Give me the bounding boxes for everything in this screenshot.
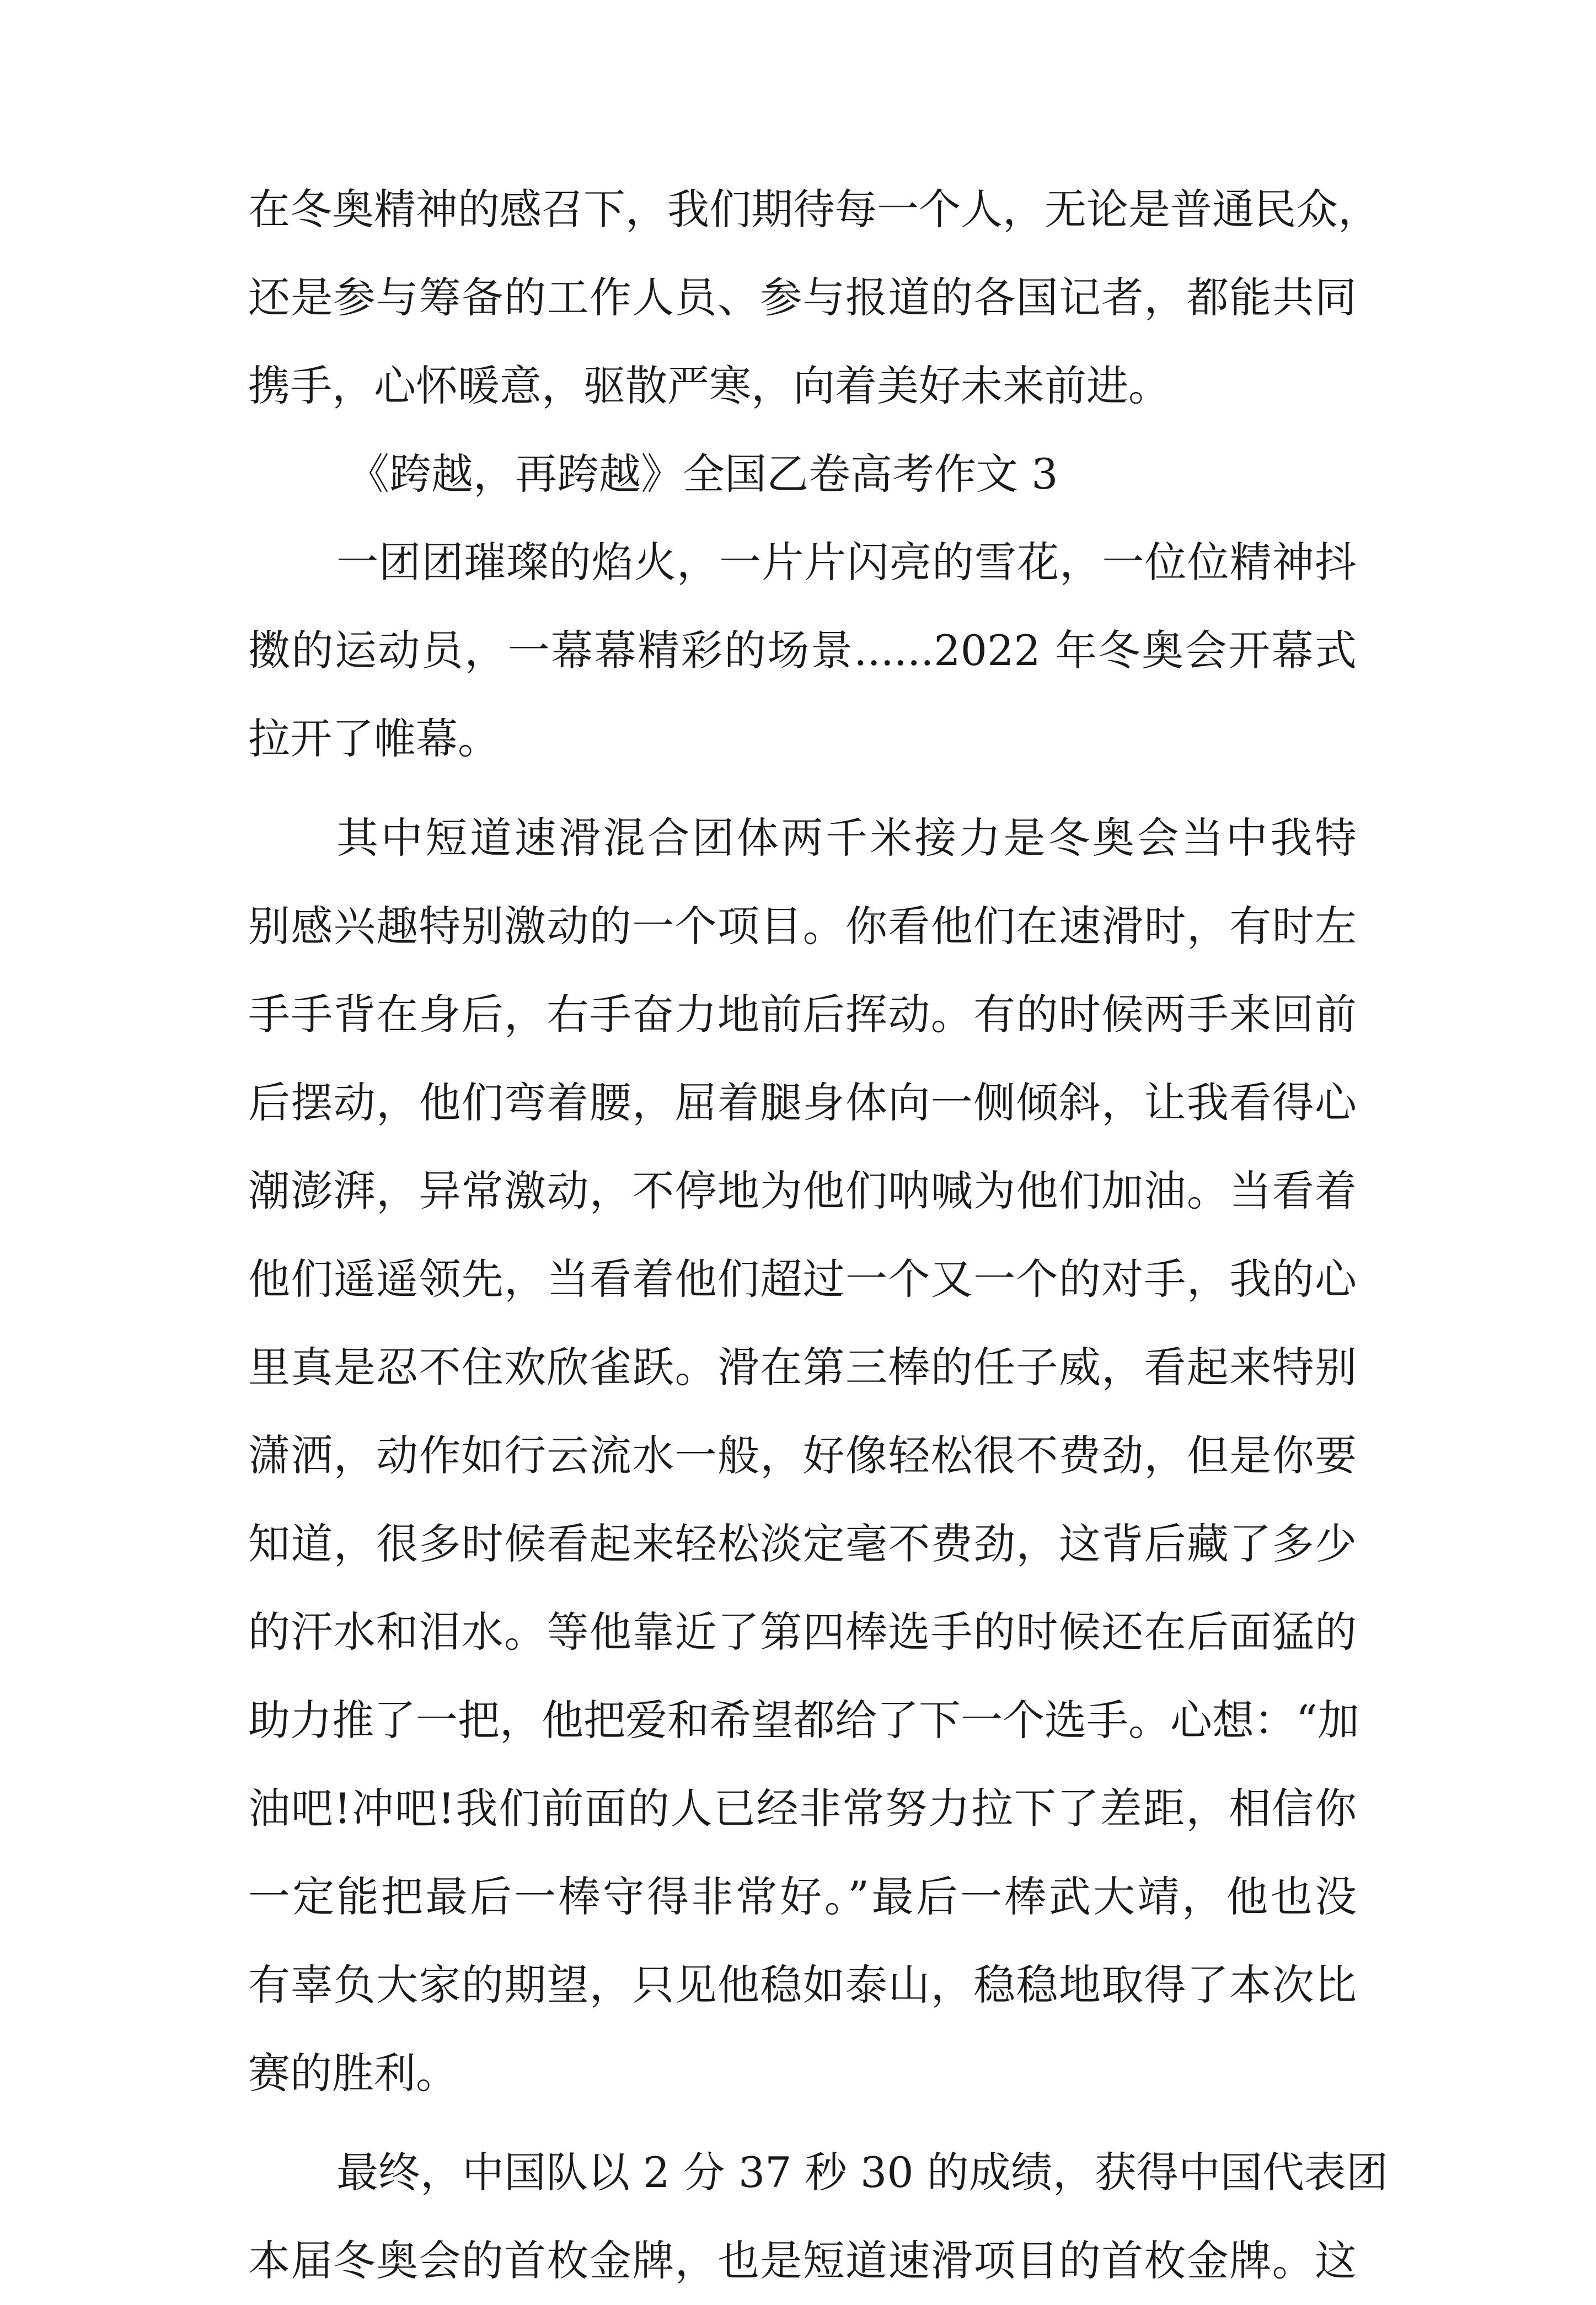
text-line: 他们遥遥领先，当看着他们超过一个又一个的对手，我的心 (248, 1255, 1357, 1304)
text-line: 拉开了帷幕。 (248, 714, 500, 763)
text-line: 助力推了一把，他把爱和希望都给了下一个选手。心想：“加 (248, 1696, 1359, 1745)
text-line: 别感兴趣特别激动的一个项目。你看他们在速滑时，有时左 (248, 902, 1357, 951)
text-line: 有辜负大家的期望，只见他稳如泰山，稳稳地取得了本次比 (248, 1960, 1357, 2009)
paragraph-first-line: 一团团璀璨的焰火，一片片闪亮的雪花，一位位精神抖 (336, 538, 1357, 587)
section-title: 《跨越，再跨越》全国乙卷高考作文 3 (347, 449, 1058, 498)
text-line: 的汗水和泪水。等他靠近了第四棒选手的时候还在后面猛的 (248, 1607, 1357, 1657)
paragraph-first-line: 最终，中国队以 2 分 37 秒 30 的成绩，获得中国代表团 (336, 2148, 1388, 2197)
text-line: 赛的胜利。 (248, 2049, 458, 2098)
text-line: 手手背在身后，右手奋力地前后挥动。有的时候两手来回前 (248, 990, 1357, 1039)
text-line: 后摆动，他们弯着腰，屈着腿身体向一侧倾斜，让我看得心 (248, 1078, 1357, 1127)
text-line: 里真是忍不住欢欣雀跃。滑在第三棒的任子威，看起来特别 (248, 1343, 1357, 1392)
text-line: 潇洒，动作如行云流水一般，好像轻松很不费劲，但是你要 (248, 1431, 1357, 1480)
text-line: 还是参与筹备的工作人员、参与报道的各国记者，都能共同 (248, 273, 1357, 322)
text-line: 知道，很多时候看起来轻松淡定毫不费劲，这背后藏了多少 (248, 1519, 1357, 1568)
text-line: 携手，心怀暖意，驱散严寒，向着美好未来前进。 (248, 361, 1170, 410)
paragraph-first-line: 其中短道速滑混合团体两千米接力是冬奥会当中我特 (336, 813, 1357, 862)
text-line: 擞的运动员，一幕幕精彩的场景......2022 年冬奥会开幕式 (248, 626, 1357, 675)
text-line: 油吧!冲吧!我们前面的人已经非常努力拉下了差距，相信你 (248, 1784, 1357, 1833)
text-line: 本届冬奥会的首枚金牌，也是短道速滑项目的首枚金牌。这 (248, 2236, 1357, 2285)
text-line: 潮澎湃，异常激动，不停地为他们呐喊为他们加油。当看着 (248, 1166, 1357, 1215)
text-line: 在冬奥精神的感召下，我们期待每一个人，无论是普通民众， (248, 185, 1380, 234)
text-line: 一定能把最后一棒守得非常好。”最后一棒武大靖，他也没 (248, 1872, 1357, 1921)
